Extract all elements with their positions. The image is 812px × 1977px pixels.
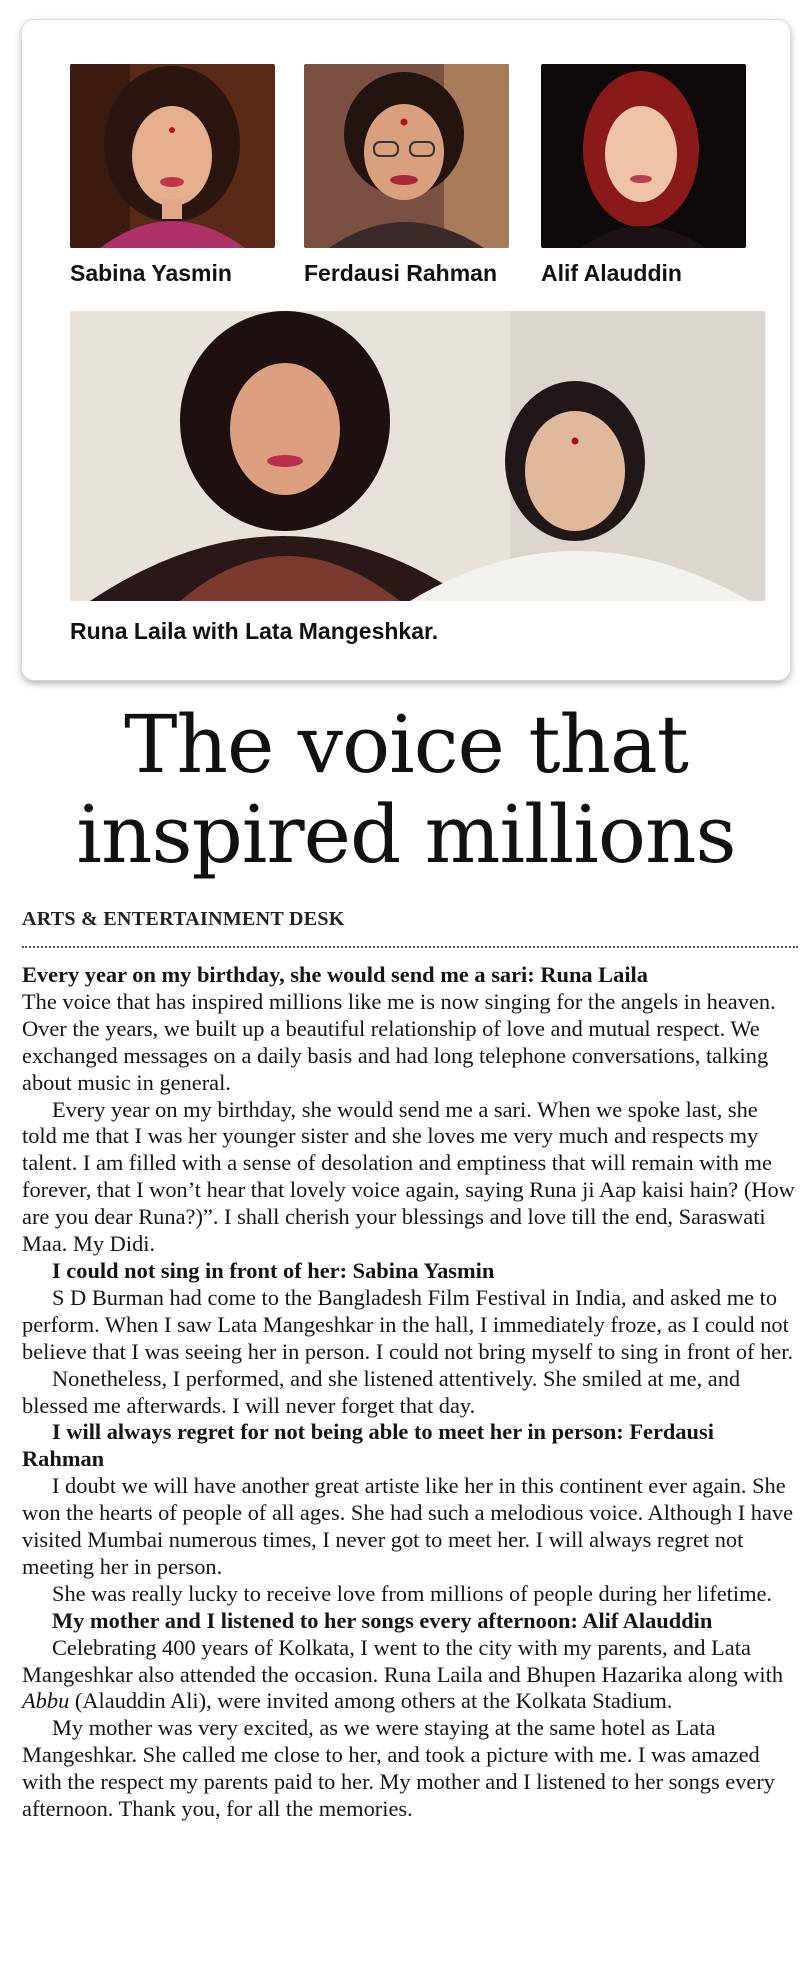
caption-sabina-yasmin: Sabina Yasmin (70, 260, 232, 286)
group-photo-caption: Runa Laila with Lata Mangeshkar. (70, 618, 439, 644)
italic-abbu: Abbu (22, 1688, 70, 1714)
paragraph (22, 1635, 798, 1716)
headline-line-2: inspired millions (76, 788, 736, 881)
group-photo (70, 311, 765, 601)
caption-ferdausi-rahman: Ferdausi Rahman (304, 260, 497, 286)
paragraph: Nonetheless, I performed, and she listened attentively. She smiled at me, and blessed me afterwards. I will never forget that day. (22, 1365, 741, 1418)
paragraph-text: Celebrating 400 years of Kolkata, I went to the city with my parents, and Lata Mangeshkar also attended the occasion. Runa Laila and Bhupen Hazarika along with (22, 1634, 784, 1687)
paragraph: S D Burman had come to the Bangladesh Film Festival in India, and asked me to perform. When I saw Lata Mangeshkar in the hall, I immediately froze, as I could not believe that I was seeing her in person. I could not bring myself to sing in front of her. (22, 1284, 794, 1364)
paragraph-text: (Alauddin Ali), were invited among others at the Kolkata Stadium. (74, 1688, 673, 1714)
paragraph: The voice that has inspired millions like me is now singing for the angels in heaven. Over the years, we built up a beautiful relationship of love and mutual respect. We exchanged messages on a daily basis and had long telephone conversations, talking about music in general. (22, 988, 776, 1095)
photo-panel (22, 20, 790, 680)
portrait-alif-alauddin (541, 64, 746, 248)
subheading-alif-alauddin: My mother and I listened to her songs every afternoon: Alif Alauddin (52, 1607, 713, 1633)
paragraph: She was really lucky to receive love from millions of people during her lifetime. (52, 1580, 773, 1606)
article-body (22, 962, 798, 1823)
headline-line-1: The voice that (124, 698, 688, 791)
subheading-runa-laila: Every year on my birthday, she would send me a sari: Runa Laila (22, 962, 648, 987)
portrait-ferdausi-rahman (304, 64, 509, 248)
portrait-sabina-yasmin (70, 64, 275, 248)
byline: ARTS & ENTERTAINMENT DESK (22, 908, 345, 930)
subheading-ferdausi-rahman: I will always regret for not being able to meet her in person: Ferdausi Rahman (22, 1419, 714, 1472)
paragraph: My mother was very excited, as we were staying at the same hotel as Lata Mangeshkar. She called me close to her, and took a picture with me. I was amazed with the respect my parents paid to her. My mother and I listened to her songs every afternoon. Thank you, for all the memories. (22, 1715, 776, 1822)
dotted-divider (22, 946, 798, 948)
caption-alif-alauddin: Alif Alauddin (541, 260, 682, 286)
subheading-sabina-yasmin: I could not sing in front of her: Sabina Yasmin (52, 1257, 495, 1283)
paragraph: I doubt we will have another great artiste like her in this continent ever again. She won the hearts of people of all ages. She had such a melodious voice. Although I have visited Mumbai numerous times, I never got to meet her. I will always regret not meeting her in person. (22, 1473, 794, 1579)
paragraph: Every year on my birthday, she would send me a sari. When we spoke last, she told me that I was her younger sister and she loves me very much and respects my talent. I am filled with a sense of desolation and emptiness that will remain with me forever, that I won’t hear that lovely voice again, saying Runa ji Aap kaisi hain? (How are you dear Runa?)”. I shall cherish your blessings and love till the end, Saraswati Maa. My Didi. (22, 1096, 795, 1257)
headline (0, 700, 812, 880)
